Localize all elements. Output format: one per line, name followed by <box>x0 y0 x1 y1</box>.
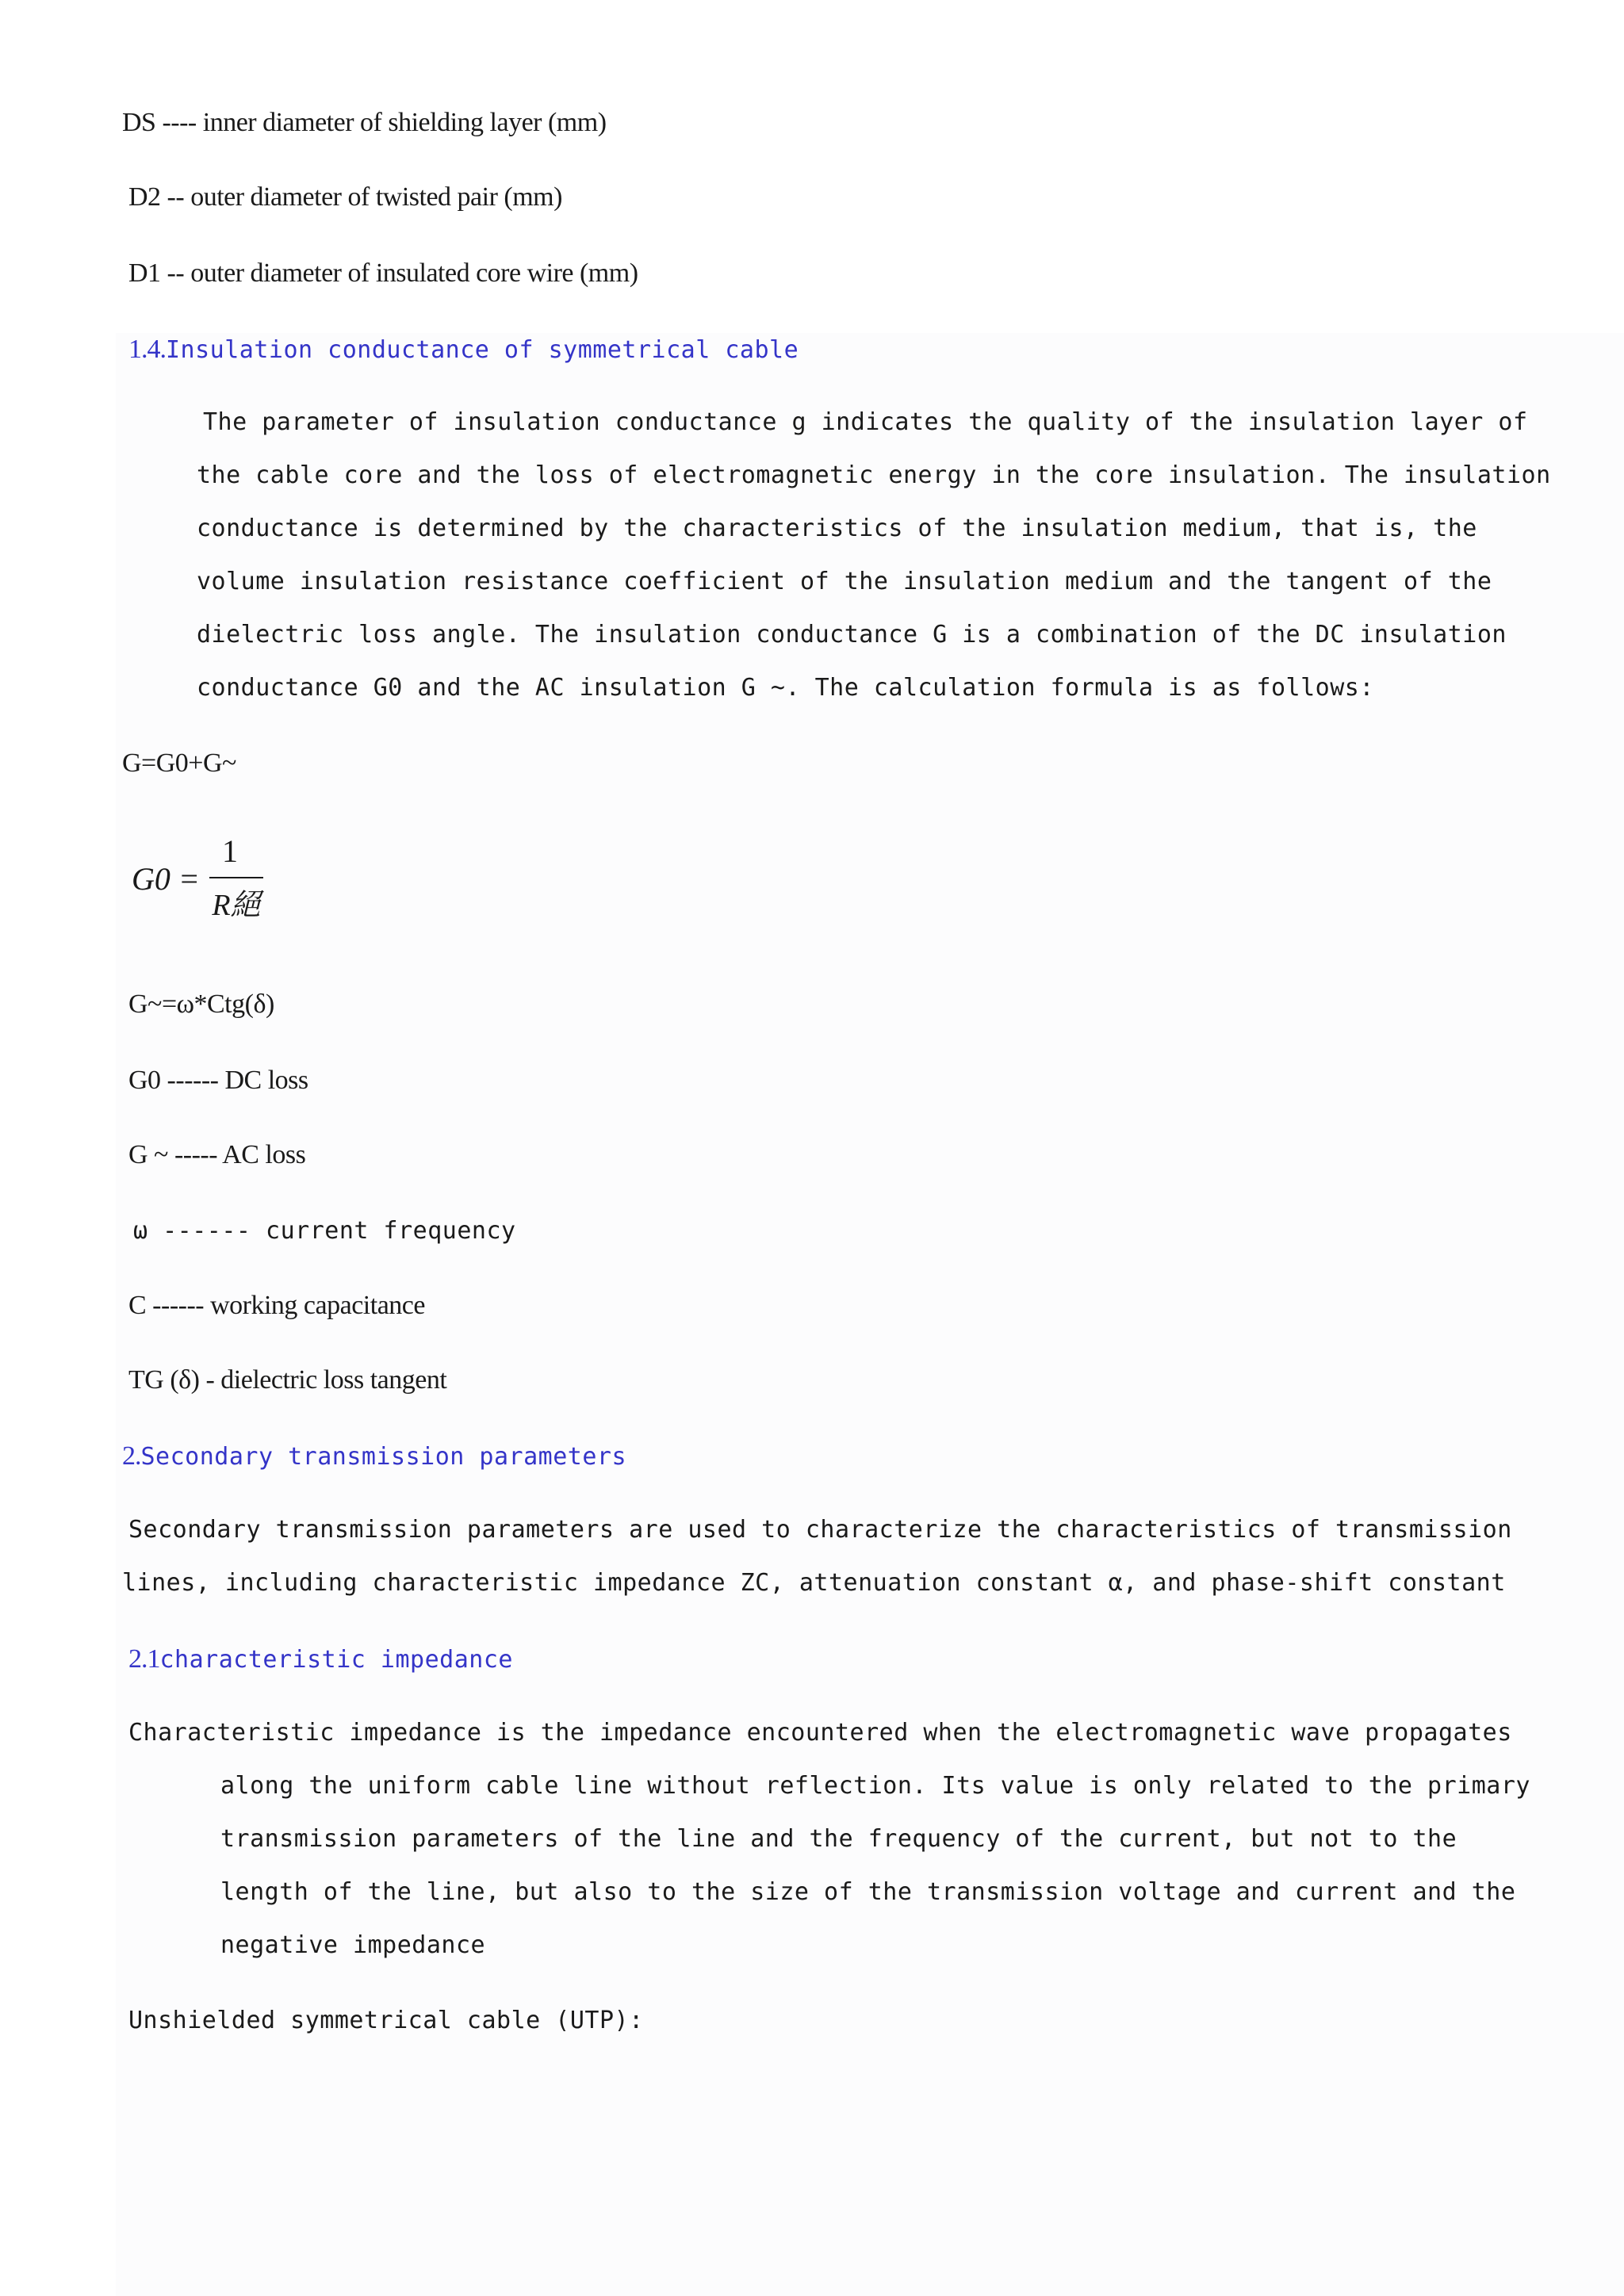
formula-g0 <box>132 832 282 928</box>
def-d1: D1 -- outer diameter of insulated core wire (mm) <box>128 258 638 288</box>
formula-g-ac: G~=ω*Ctg(δ) <box>128 989 274 1019</box>
para-1-4-line-4: volume insulation resistance coefficient of the insulation medium and the tangent of the <box>197 568 1492 595</box>
para-2-1-line-1: Characteristic impedance is the impedance encountered when the electromagnetic wave propagates <box>128 1719 1512 1747</box>
para-2-line-1: Secondary transmission parameters are used to characterize the characteristics of transmission <box>128 1516 1512 1544</box>
def-d2: D2 -- outer diameter of twisted pair (mm) <box>128 182 562 212</box>
para-1-4-line-2: the cable core and the loss of electromagnetic energy in the core insulation. The insulation <box>197 461 1551 489</box>
para-1-4-line-1: The parameter of insulation conductance g indicates the quality of the insulation layer of <box>203 408 1528 436</box>
para-2-line-2: lines, including characteristic impedance ZC, attenuation constant α, and phase-shift constant <box>122 1569 1506 1597</box>
para-2-1-line-3: transmission parameters of the line and the frequency of the current, but not to the <box>220 1825 1457 1853</box>
formula-g0-denominator: R絕 <box>212 889 261 922</box>
para-1-4-line-6: conductance G0 and the AC insulation G ~. The calculation formula is as follows: <box>197 674 1374 702</box>
section-2-1-title: characteristic impedance <box>159 1646 513 1674</box>
para-1-4-line-5: dielectric loss angle. The insulation conductance G is a combination of the DC insulation <box>197 621 1507 649</box>
def-ds: DS ---- inner diameter of shielding layer (mm) <box>122 108 607 137</box>
section-2-1-number: 2.1 <box>128 1644 160 1674</box>
def-tg: TG (δ) - dielectric loss tangent <box>128 1365 447 1395</box>
section-2-title: Secondary transmission parameters <box>140 1443 627 1471</box>
section-2-heading <box>122 1443 626 1470</box>
section-1-4-title: Insulation conductance of symmetrical cable <box>166 336 799 364</box>
section-1-4-heading <box>128 336 799 363</box>
para-2-1-line-2: along the uniform cable line without reflection. Its value is only related to the primary <box>220 1772 1530 1800</box>
formula-g0-numerator: 1 <box>222 833 238 869</box>
para-1-4-line-3: conductance is determined by the characteristics of the insulation medium, that is, the <box>197 515 1477 542</box>
section-1-4-number: 1.4. <box>128 335 166 364</box>
def-g0: G0 ------ DC loss <box>128 1066 308 1095</box>
para-2-1-line-4: length of the line, but also to the size of the transmission voltage and current and the <box>220 1878 1516 1906</box>
formula-g0-lhs: G0 = <box>132 861 200 897</box>
section-2-number: 2. <box>122 1441 141 1471</box>
utp-label: Unshielded symmetrical cable (UTP): <box>128 2007 644 2034</box>
section-2-1-heading <box>128 1646 513 1673</box>
def-omega: ω ------ current frequency <box>133 1217 516 1245</box>
formula-g-sum: G=G0+G~ <box>122 748 236 778</box>
def-c: C ------ working capacitance <box>128 1291 425 1320</box>
def-g-ac: G ~ ----- AC loss <box>128 1140 306 1169</box>
para-2-1-line-5: negative impedance <box>220 1931 486 1959</box>
